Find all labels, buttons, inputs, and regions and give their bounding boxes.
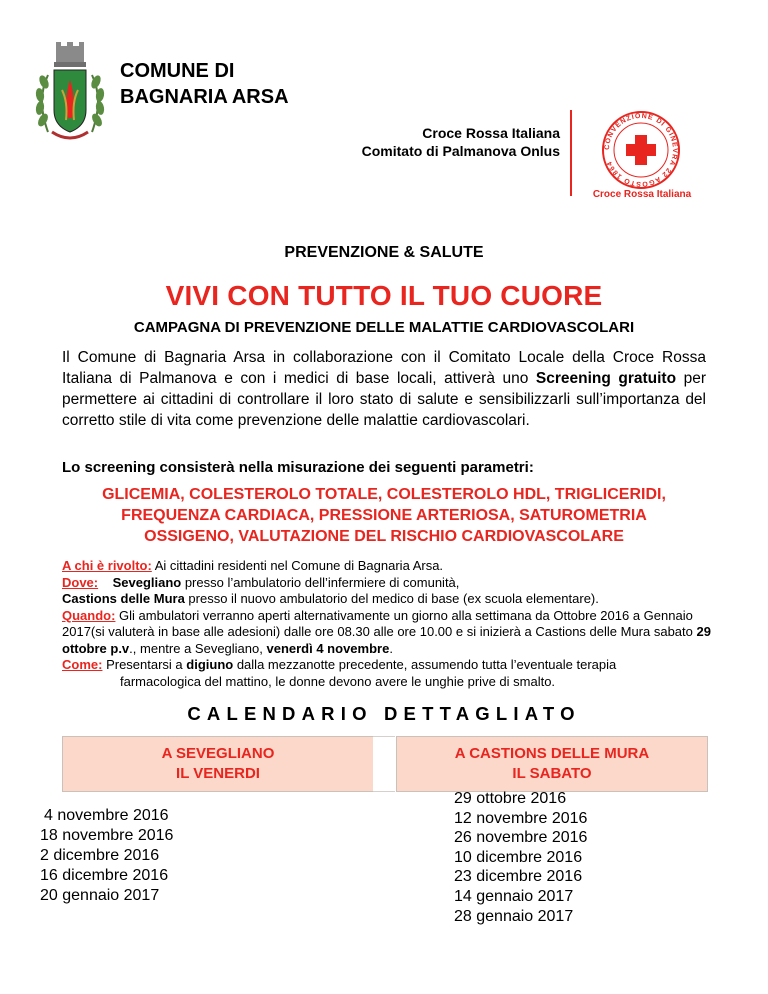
date-item: 29 ottobre 2016 bbox=[454, 790, 567, 807]
detail-target bbox=[62, 558, 722, 575]
castions-head-2: IL SABATO bbox=[512, 765, 592, 782]
date-item: 16 dicembre 2016 bbox=[40, 867, 169, 884]
date-item: 23 dicembre 2016 bbox=[454, 868, 583, 886]
date-item: 2 dicembre 2016 bbox=[40, 847, 160, 864]
intro-text-1: Il Comune di Bagnaria Arsa in collaborazione con il Comitato Locale della Croce Rossa Italiana di Palmanova e con i medici di base locali, attiverà uno bbox=[62, 349, 706, 387]
date-item: 10 dicembre 2016 bbox=[454, 848, 583, 866]
where-text-1: presso l’ambulatorio dell’infermiere di comunità, bbox=[181, 574, 460, 590]
comune-line2: BAGNARIA ARSA bbox=[120, 86, 289, 108]
parameters-list bbox=[40, 484, 728, 547]
coat-of-arms-icon bbox=[34, 40, 106, 145]
intro-bold: Screening gratuito bbox=[535, 370, 677, 387]
date-item: 26 novembre 2016 bbox=[454, 829, 588, 847]
how-text-2: dalla mezzanotte precedente, assumendo tutta l’eventuale terapia bbox=[233, 657, 617, 672]
when-text-1: Gli ambulatori verranno aperti alternativamente un giorno alla settimana da Ottobre 2016 a Gennaio 2017(si valuterà in base alle adesioni) dalle ore 08.30 alle ore 10.00 e si inizierà a Castions delle Mura sabato bbox=[62, 607, 697, 639]
comune-name bbox=[120, 58, 289, 110]
castions-head-1: A CASTIONS DELLE MURA bbox=[454, 745, 650, 762]
calendar-header-gap bbox=[373, 736, 395, 792]
where-place-2: Castions delle Mura bbox=[62, 591, 185, 606]
where-label: Dove: bbox=[62, 574, 99, 590]
cri-logo-ring-text: CONVENZIONE DI GINEVRA 22 AGOSTO 1864 bbox=[603, 112, 679, 188]
date-item: 4 novembre 2016 bbox=[44, 807, 169, 824]
calendar-title: CALENDARIO DETTAGLIATO bbox=[187, 703, 581, 724]
how-bold: digiuno bbox=[186, 657, 234, 672]
comune-line1: COMUNE DI bbox=[120, 60, 235, 82]
calendar-header-castions bbox=[396, 736, 708, 792]
header-divider bbox=[570, 110, 572, 196]
parameters-line: FREQUENZA CARDIACA, PRESSIONE ARTERIOSA, SATUROMETRIA bbox=[121, 507, 647, 524]
where-text-2: presso il nuovo ambulatorio del medico di base (ex scuola elementare). bbox=[184, 591, 599, 606]
date-item: 20 gennaio 2017 bbox=[40, 887, 160, 904]
intro-paragraph bbox=[62, 347, 706, 431]
detail-how bbox=[62, 657, 722, 674]
intro-text-2: per permettere ai cittadini di controllare il loro stato di salute e sensibilizzarli sull’importanza del corretto stile di vita come prevenzione delle malattie cardiovascolari. bbox=[62, 370, 707, 429]
cri-logo-caption: Croce Rossa Italiana bbox=[592, 189, 692, 200]
main-title: VIVI CON TUTTO IL TUO CUORE bbox=[165, 280, 603, 311]
details-block bbox=[62, 558, 722, 690]
calendar-header-sevegliano bbox=[62, 736, 374, 792]
how-text-3: farmacologica del mattino, le donne devono avere le unghie prive di smalto. bbox=[120, 673, 556, 689]
cri-organization bbox=[330, 124, 560, 160]
detail-when bbox=[62, 608, 722, 658]
red-cross-logo-icon bbox=[596, 108, 686, 198]
when-bold-1: 29 ottobre p.v bbox=[62, 624, 711, 656]
date-item: 18 novembre 2016 bbox=[40, 827, 174, 844]
target-label: A chi è rivolto: bbox=[62, 558, 152, 573]
when-text-3: . bbox=[389, 640, 393, 656]
date-item: 12 novembre 2016 bbox=[454, 809, 588, 827]
when-text-2: ., mentre a Sevegliano, bbox=[129, 640, 267, 656]
screening-title: Lo screening consisterà nella misurazione dei seguenti parametri: bbox=[62, 459, 534, 476]
date-item: 14 gennaio 2017 bbox=[454, 887, 574, 905]
sevegliano-dates bbox=[40, 806, 240, 906]
date-item: 28 gennaio 2017 bbox=[454, 907, 574, 925]
how-label: Come: bbox=[62, 657, 103, 672]
where-place-1: Sevegliano bbox=[112, 574, 182, 590]
detail-where bbox=[62, 575, 722, 592]
when-bold-2: venerdì 4 novembre bbox=[266, 640, 390, 656]
section-title: PREVENZIONE & SALUTE bbox=[284, 244, 484, 261]
castions-dates bbox=[454, 789, 654, 926]
cri-line2: Comitato di Palmanova Onlus bbox=[361, 143, 560, 159]
parameters-line: GLICEMIA, COLESTEROLO TOTALE, COLESTEROLO HDL, TRIGLICERIDI, bbox=[102, 486, 666, 503]
target-text: Ai cittadini residenti nel Comune di Bagnaria Arsa. bbox=[151, 558, 444, 573]
when-label: Quando: bbox=[62, 607, 116, 623]
sevegliano-head-2: IL VENERDI bbox=[176, 765, 260, 782]
sevegliano-head-1: A SEVEGLIANO bbox=[161, 745, 275, 762]
detail-where-2 bbox=[62, 591, 722, 608]
cri-line1: Croce Rossa Italiana bbox=[422, 125, 560, 141]
parameters-line: OSSIGENO, VALUTAZIONE DEL RISCHIO CARDIOVASCOLARE bbox=[144, 528, 624, 545]
campaign-subtitle: CAMPAGNA DI PREVENZIONE DELLE MALATTIE CARDIOVASCOLARI bbox=[133, 319, 635, 336]
how-text-1: Presentarsi a bbox=[102, 657, 187, 672]
